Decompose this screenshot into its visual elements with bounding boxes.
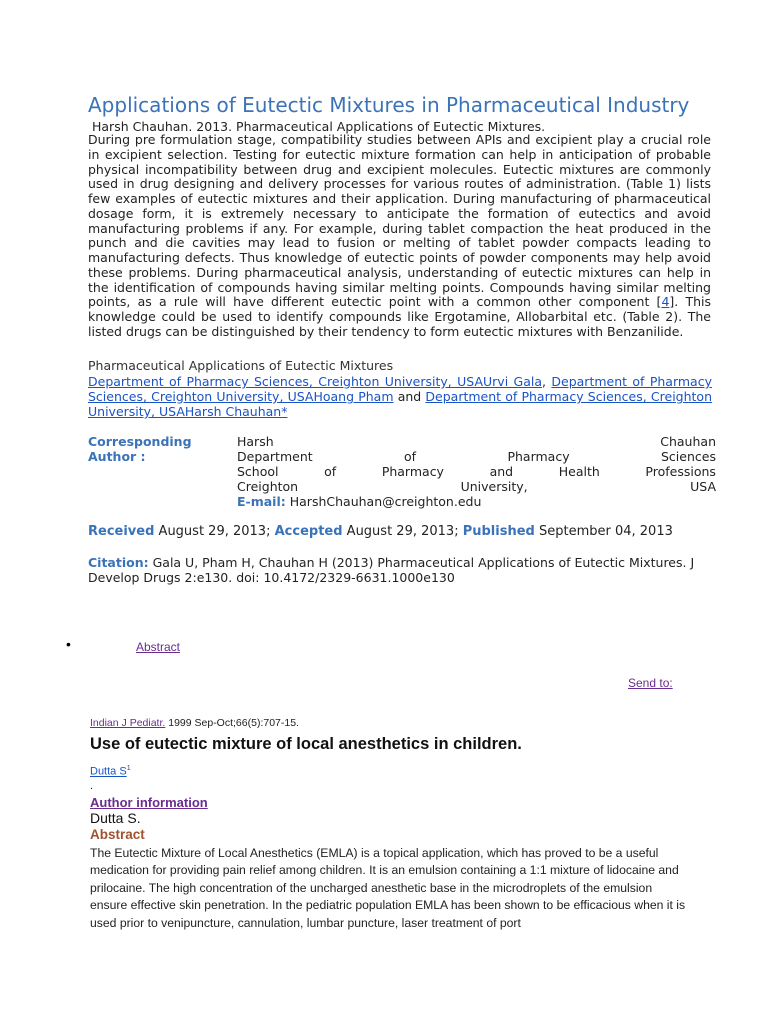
abstract-link[interactable]: Abstract [136,640,181,654]
send-to-link[interactable]: Send to: [628,676,673,690]
list-bullet: • [66,636,71,652]
affiliation-separator: , [542,374,552,389]
body-text-part2: ]. This knowledge could be used to identify compounds like Ergotamine, Allobarbital etc. (Table 2). The listed drugs can be distinguished by their tendency to form eutectic mixtures with Benzanilide. [88,294,711,339]
accepted-date: August 29, 2013; [346,524,459,539]
received-label: Received [88,524,155,539]
affiliation-link-pham[interactable]: Department of Pharmacy Sciences, Creighton University, USAHoang Pham [88,374,712,404]
published-date: September 04, 2013 [538,524,673,539]
reference-link[interactable]: 4 [661,294,670,310]
corresponding-school-line [237,464,716,479]
accepted-label: Accepted [274,524,343,539]
citation [88,555,712,585]
corr-word: Pharmacy [381,464,444,479]
corr-word: School [237,464,279,479]
publication-dates [88,524,673,539]
published-label: Published [462,524,535,539]
affiliation-link-chauhan[interactable]: Department of Pharmacy Sciences, Creighton University, USAHarsh Chauhan* [88,389,712,419]
corr-word: Harsh [237,434,274,449]
corr-word: Pharmacy [507,449,570,464]
email-label: E-mail: [237,494,286,509]
corr-word: Professions [645,464,716,479]
citation-text: Gala U, Pham H, Chauhan H (2013) Pharmaceutical Applications of Eutectic Mixtures. J Develop Drugs 2:e130. doi: 10.4172/2329-6631.1000e130 [88,555,695,585]
body-paragraph [88,133,711,340]
corresponding-author-label: Corresponding Author : [88,434,192,464]
corresponding-author-details [237,434,716,509]
corr-word: of [404,449,417,464]
corresponding-university-line [237,479,716,494]
journal-link[interactable]: Indian J Pediatr. [90,717,166,729]
corr-word: Health [558,464,600,479]
received-date: August 29, 2013; [158,524,271,539]
corr-word: University, [460,479,528,494]
corr-word: Chauhan [660,434,716,449]
corr-word: and [489,464,514,479]
author-entry [90,765,131,778]
corresponding-department-line [237,449,716,464]
separator-dot: . [90,780,94,792]
affiliation-link-gala[interactable]: Department of Pharmacy Sciences, Creighton University, USAUrvi Gala [88,374,543,389]
author-affiliation-marker: 1 [126,765,131,772]
article-title: Pharmaceutical Applications of Eutectic Mixtures [88,358,394,373]
journal-details: 1999 Sep-Oct;66(5):707-15. [165,717,299,729]
corr-word: Creighton [237,479,299,494]
page-title: Applications of Eutectic Mixtures in Pharmaceutical Industry [88,93,690,117]
journal-citation [90,717,299,729]
abstract-heading: Abstract [90,827,145,842]
email-address: HarshChauhan@creighton.edu [289,494,482,509]
reference-line: Harsh Chauhan. 2013. Pharmaceutical Applications of Eutectic Mixtures. [92,119,546,134]
body-text-part1: During pre formulation stage, compatibility studies between APIs and excipient play a crucial role in excipient selection. Testing for eutectic mixture formation can help in anticipation of probable physical incompatibility between drug and excipient molecules. Eutectic mixtures are commonly used in drug designing and delivery processes for various routes of administration. (Table 1) lists few examples of eutectic mixtures and their application. During manufacturing of pharmaceutical dosage form, it is extremely necessary to anticipate the formation of eutectics and avoid manufacturing problems if any. For example, during tablet compaction the heat produced in the punch and die cavities may lead to fusion or melting of tablet powder compacts leading to manufacturing defects. Thus knowledge of eutectic points of powder components may help avoid these problems. During pharmaceutical analysis, understanding of eutectic mixtures can help in the identification of compounds having similar melting points. Compounds having similar melting points, as a rule will have different eutectic point with a common other component [ [88,132,711,310]
corresponding-email-line [237,494,716,509]
corr-word: Sciences [661,449,716,464]
affiliation-separator: and [393,389,426,404]
author-information-link[interactable]: Author information [90,795,208,810]
paper-title: Use of eutectic mixture of local anesthetics in children. [90,735,522,753]
citation-label: Citation: [88,555,149,570]
corr-word: Department [237,449,313,464]
corr-word: of [324,464,337,479]
corresponding-name-line [237,434,716,449]
corr-word: USA [690,479,716,494]
author-affiliations [88,374,712,419]
author-name: Dutta S. [90,810,141,826]
abstract-text: The Eutectic Mixture of Local Anesthetics (EMLA) is a topical application, which has proved to be a useful medication for providing pain relief among children. It is an emulsion containing a 1:1 mixture of lidocaine and prilocaine. The high concentration of the uncharged anesthetic base in the microdroplets of the emulsion ensure effective skin penetration. In the pediatric population EMLA has been shown to be efficacious when it is used prior to venipuncture, cannulation, lumbar puncture, laser treatment of port [90,846,686,930]
author-link[interactable]: Dutta S [90,765,127,778]
